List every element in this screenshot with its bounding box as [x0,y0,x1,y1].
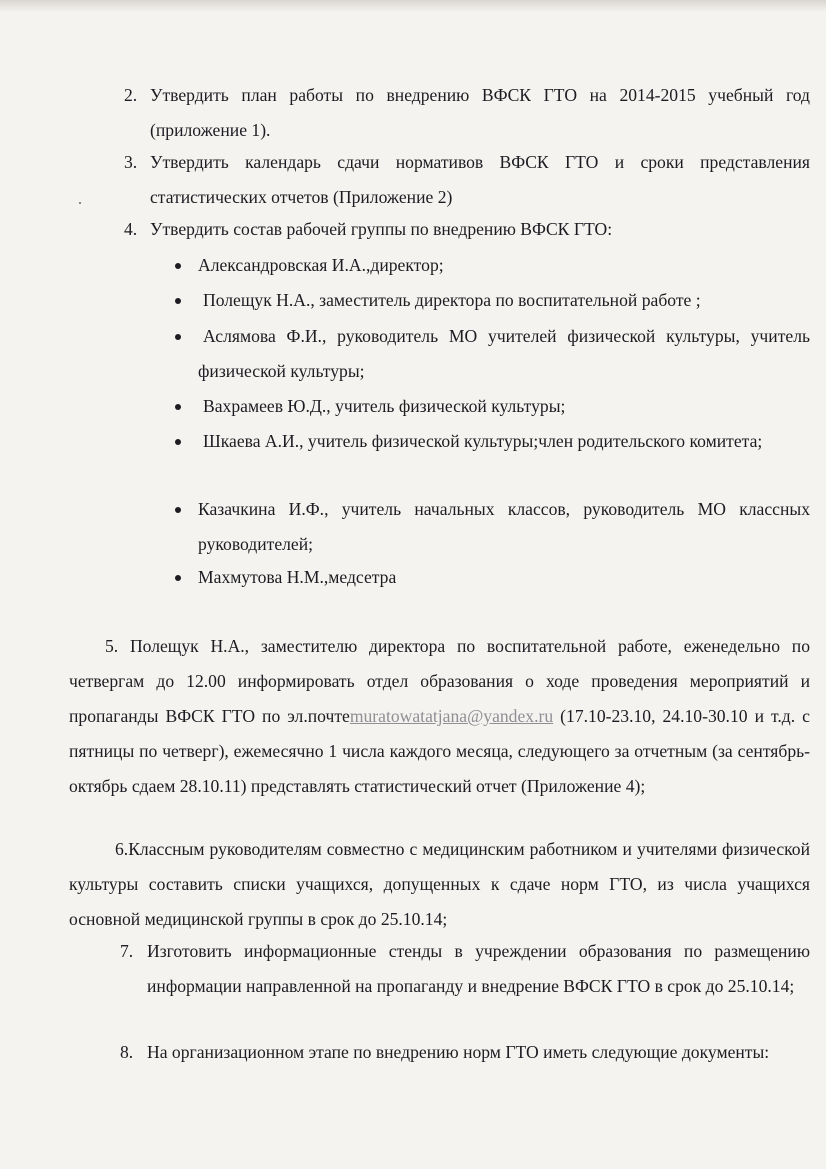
member-text: Вахрамеев Ю.Д., учитель физической культуры; [203,396,566,416]
bullet-icon [175,507,181,513]
bullet-icon [175,334,181,340]
member-text: Аслямова Ф.И., руководитель МО учителей физической культуры, учитель физической культуры; [198,326,810,381]
member-text: Махмутова Н.М.,медсетра [198,567,397,587]
item-2-number: 2. [124,85,138,105]
item-4-number: 4. [124,219,138,239]
item-5-text-before: 5. Полещук Н.А., заместителю директора по воспитательной работе, еженедельно по четвергам до 12.00 информировать отдел образования о ходе проведения мероприятий и пропаганды ВФСК ГТО по эл.почте [69,636,810,726]
member-text: Шкаева А.И., учитель физической культуры;член родительского комитета; [203,431,763,451]
bullet-icon [175,575,181,581]
bullet-icon [175,439,181,445]
bullet-icon [175,404,181,410]
scan-edge [0,0,826,12]
member-text: Полещук Н.А., заместитель директора по воспитательной работе ; [203,290,701,310]
email-link[interactable]: muratowatatjana@yandex.ru [349,706,554,726]
item-5-text [69,629,810,804]
item-7-text: Изготовить информационные стенды в учреждении образования по размещению информации направленной на пропаганду и внедрение ВФСК ГТО в срок до 25.10.14; [147,941,810,996]
member-text: Александровская И.А.,директор; [198,255,444,275]
member-text: Казачкина И.Ф., учитель начальных классов, руководитель МО классных руководителей; [198,499,810,554]
item-4-text: Утвердить состав рабочей группы по внедрению ВФСК ГТО: [150,219,613,239]
item-8-text: На организационном этапе по внедрению норм ГТО иметь следующие документы: [147,1042,770,1062]
item-3-number: 3. [124,152,138,172]
item-8-number: 8. [120,1042,134,1062]
bullet-icon [175,263,181,269]
item-6-text: 6.Классным руководителям совместно с медицинским работником и учителями физической культуры составить списки учащихся, допущенных к сдаче норм ГТО, из числа учащихся основной медицинской группы в срок до 25.10.14; [69,839,810,929]
item-2-text: Утвердить план работы по внедрению ВФСК ГТО на 2014-2015 учебный год (приложение 1). [150,85,810,140]
bullet-icon [175,298,181,304]
scan-speck [79,202,81,204]
item-5-text-after: (17.10-23.10, 24.10-30.10 и т.д. с пятницы по четверг), ежемесячно 1 числа каждого месяца, следующего за отчетным (за сентябрь-октябрь сдаем 28.10.11) представлять статистический отчет (Приложение 4); [69,706,810,796]
item-3-text: Утвердить календарь сдачи нормативов ВФСК ГТО и сроки представления статистических отчетов (Приложение 2) [150,152,810,207]
item-7-number: 7. [120,941,134,961]
